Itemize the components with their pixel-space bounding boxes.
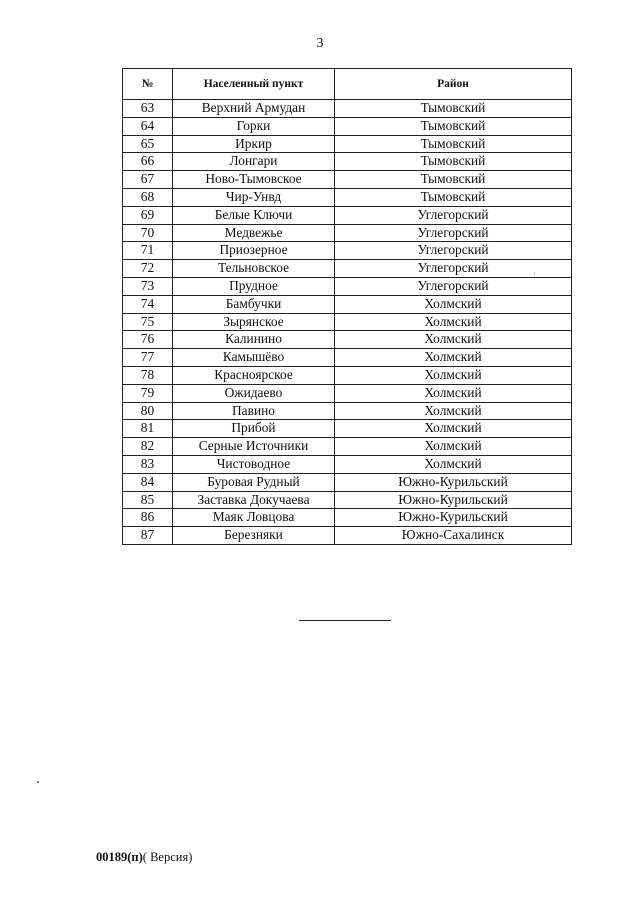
cell-settlement: Серные Источники [173,438,335,456]
cell-number: 73 [123,277,173,295]
cell-settlement: Маяк Ловцова [173,509,335,527]
cell-settlement: Ново-Тымовское [173,171,335,189]
cell-settlement: Заставка Докучаева [173,491,335,509]
cell-district: Холмский [335,384,572,402]
cell-district: Холмский [335,366,572,384]
table-row [123,438,572,456]
cell-settlement: Прибой [173,420,335,438]
cell-number: 78 [123,366,173,384]
cell-number: 84 [123,473,173,491]
table-row [123,100,572,118]
table-row [123,402,572,420]
cell-settlement: Чир-Унвд [173,188,335,206]
cell-number: 74 [123,295,173,313]
cell-settlement: Чистоводное [173,455,335,473]
cell-number: 69 [123,206,173,224]
cell-settlement: Зырянское [173,313,335,331]
table-row [123,313,572,331]
scan-speck [37,781,39,783]
table-row [123,384,572,402]
header-number: № [123,69,173,100]
table-row [123,171,572,189]
cell-settlement: Верхний Армудан [173,100,335,118]
cell-district: Тымовский [335,100,572,118]
cell-district: Тымовский [335,117,572,135]
cell-district: Южно-Курильский [335,473,572,491]
cell-number: 75 [123,313,173,331]
cell-number: 66 [123,153,173,171]
cell-number: 83 [123,455,173,473]
cell-district: Холмский [335,313,572,331]
table-row [123,366,572,384]
settlements-table [122,68,572,545]
table-row [123,188,572,206]
cell-district: Тымовский [335,171,572,189]
table-row [123,153,572,171]
cell-number: 81 [123,420,173,438]
cell-settlement: Тельновское [173,260,335,278]
cell-district: Холмский [335,455,572,473]
cell-district: Южно-Курильский [335,509,572,527]
table-header-row [123,69,572,100]
header-settlement: Населенный пункт [173,69,335,100]
cell-number: 71 [123,242,173,260]
cell-settlement: Горки [173,117,335,135]
table-row [123,242,572,260]
cell-settlement: Прудное [173,277,335,295]
cell-district: Южно-Сахалинск [335,527,572,545]
cell-district: Углегорский [335,206,572,224]
cell-settlement: Буровая Рудный [173,473,335,491]
cell-settlement: Красноярское [173,366,335,384]
table-row [123,117,572,135]
cell-number: 77 [123,349,173,367]
cell-district: Южно-Курильский [335,491,572,509]
cell-number: 70 [123,224,173,242]
table-row [123,277,572,295]
table-row [123,420,572,438]
cell-settlement: Бамбучки [173,295,335,313]
table-row [123,135,572,153]
cell-number: 87 [123,527,173,545]
table-row [123,509,572,527]
cell-settlement: Приозерное [173,242,335,260]
cell-number: 72 [123,260,173,278]
cell-number: 76 [123,331,173,349]
cell-district: Углегорский [335,260,572,278]
table-row [123,473,572,491]
table-row [123,349,572,367]
cell-number: 68 [123,188,173,206]
cell-settlement: Лонгари [173,153,335,171]
table-row [123,295,572,313]
document-code-version: ( Версия) [142,850,193,864]
cell-district: Холмский [335,331,572,349]
cell-district: Тымовский [335,135,572,153]
cell-settlement: Березняки [173,527,335,545]
table-row [123,260,572,278]
cell-number: 80 [123,402,173,420]
header-district: Район [335,69,572,100]
table-body [123,100,572,545]
cell-number: 65 [123,135,173,153]
cell-number: 64 [123,117,173,135]
table-row [123,224,572,242]
cell-settlement: Белые Ключи [173,206,335,224]
cell-settlement: Ожидаево [173,384,335,402]
table-row [123,491,572,509]
cell-settlement: Калинино [173,331,335,349]
cell-number: 79 [123,384,173,402]
scan-speck [534,273,535,274]
table-row [123,331,572,349]
cell-district: Углегорский [335,224,572,242]
cell-settlement: Медвежье [173,224,335,242]
cell-district: Тымовский [335,153,572,171]
page-number: 3 [316,36,324,51]
cell-number: 63 [123,100,173,118]
cell-settlement: Иркир [173,135,335,153]
cell-number: 85 [123,491,173,509]
table-row [123,527,572,545]
cell-district: Холмский [335,402,572,420]
cell-settlement: Павино [173,402,335,420]
cell-number: 86 [123,509,173,527]
cell-settlement: Камышёво [173,349,335,367]
table-row [123,206,572,224]
cell-number: 67 [123,171,173,189]
separator-line [299,620,391,621]
cell-district: Холмский [335,295,572,313]
document-code [96,850,192,865]
cell-district: Углегорский [335,277,572,295]
cell-number: 82 [123,438,173,456]
cell-district: Углегорский [335,242,572,260]
cell-district: Холмский [335,438,572,456]
cell-district: Тымовский [335,188,572,206]
document-code-number: 00189(п) [96,850,143,864]
cell-district: Холмский [335,420,572,438]
table-row [123,455,572,473]
cell-district: Холмский [335,349,572,367]
